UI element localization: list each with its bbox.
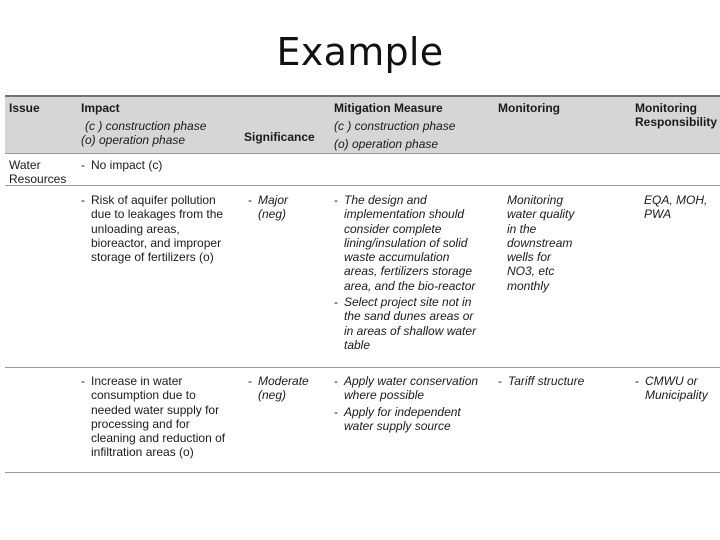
header-monitoring: Monitoring [498, 101, 560, 115]
row3-monitoring: - Tariff structure [498, 374, 584, 390]
header-impact: Impact [81, 101, 120, 115]
row2-monitoring: Monitoring water quality in the downstream wells for NO3, etc monthly [507, 193, 575, 293]
row2-responsibility: EQA, MOH, PWA [644, 193, 708, 222]
header-impact-construction: (c ) construction phase [85, 119, 207, 133]
header-mitigation-construction: (c ) construction phase [334, 119, 456, 133]
row1-impact: - No impact (c) [81, 158, 162, 174]
row3-responsibility: - CMWU or Municipality [635, 374, 708, 405]
header-mitigation: Mitigation Measure [334, 101, 443, 115]
row3-mitigation: - Apply water conservation where possible - Apply for independent water supply source [334, 374, 478, 435]
row3-significance: - Moderate (neg) [248, 374, 309, 405]
row3-impact: - Increase in water consumption due to needed water supply for processing and for cleaning and reduction of infiltration areas (o) [81, 374, 225, 462]
table-bottom-border [5, 472, 720, 473]
row2-mitigation: - The design and implementation should consider complete lining/insulation of solid waste accumulation areas, fertilizers storage area, and the bio-reactor - Select project site not in the sand dunes areas or in areas of shallow water table [334, 193, 476, 354]
row-divider-2 [5, 367, 720, 368]
table-top-border [5, 95, 720, 97]
header-divider [5, 153, 720, 154]
header-issue: Issue [9, 101, 40, 115]
page-title: Example [276, 30, 444, 74]
header-significance: Significance [244, 130, 315, 144]
header-impact-operation: (o) operation phase [81, 133, 186, 147]
row2-impact: - Risk of aquifer pollution due to leakages from the unloading areas, bioreactor, and improper storage of fertilizers (o) [81, 193, 223, 266]
header-responsibility: Monitoring Responsibility [635, 101, 718, 130]
row2-significance: - Major (neg) [248, 193, 288, 224]
header-mitigation-operation: (o) operation phase [334, 137, 439, 151]
row-divider-1 [5, 185, 720, 186]
issue-water-resources: Water Resources [9, 158, 67, 187]
environmental-impact-table [5, 95, 720, 473]
